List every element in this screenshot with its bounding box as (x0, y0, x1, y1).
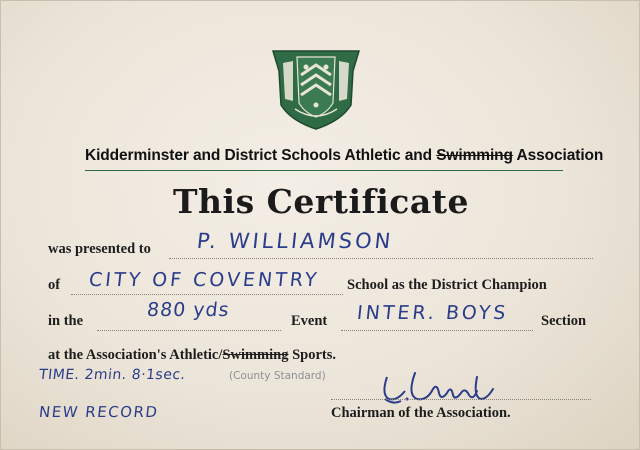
event-label: Event (291, 313, 328, 329)
event-line (97, 330, 281, 331)
heading-rule (85, 170, 563, 171)
in-the-label: in the (48, 313, 84, 329)
school-line (71, 294, 343, 295)
district-champion-label: School as the District Champion (347, 277, 547, 293)
school-name: CITY OF COVENTRY (87, 269, 321, 291)
association-suffix: Association (512, 147, 604, 164)
county-standard-note: (County Standard) (229, 370, 326, 382)
association-heading (85, 147, 604, 169)
section-label: Section (541, 313, 587, 329)
crest-shield-icon (269, 49, 363, 131)
signature-line (331, 399, 591, 400)
event-value: 880 yds (145, 299, 231, 321)
association-prefix: Kidderminster and District Schools Athletic and (85, 147, 437, 164)
new-record-note: NEW RECORD (38, 403, 160, 421)
sports-prefix: at the Association's Athletic/ (48, 347, 223, 363)
recipient-name: P. WILLIAMSON (195, 229, 395, 253)
sports-suffix: Sports. (288, 347, 337, 363)
chairman-label: Chairman of the Association. (331, 405, 511, 421)
association-struck-word: Swimming (436, 147, 513, 164)
presented-to-line (169, 258, 593, 259)
sports-line (48, 347, 336, 364)
presented-to-label: was presented to (48, 241, 151, 257)
section-value: INTER. BOYS (355, 302, 510, 324)
time-note: TIME. 2min. 8·1sec. (38, 367, 187, 383)
section-line (341, 330, 533, 331)
sports-struck-word: Swimming (222, 347, 289, 363)
chairman-signature (377, 365, 507, 407)
certificate-title: This Certificate (172, 182, 470, 221)
of-label: of (48, 277, 61, 293)
